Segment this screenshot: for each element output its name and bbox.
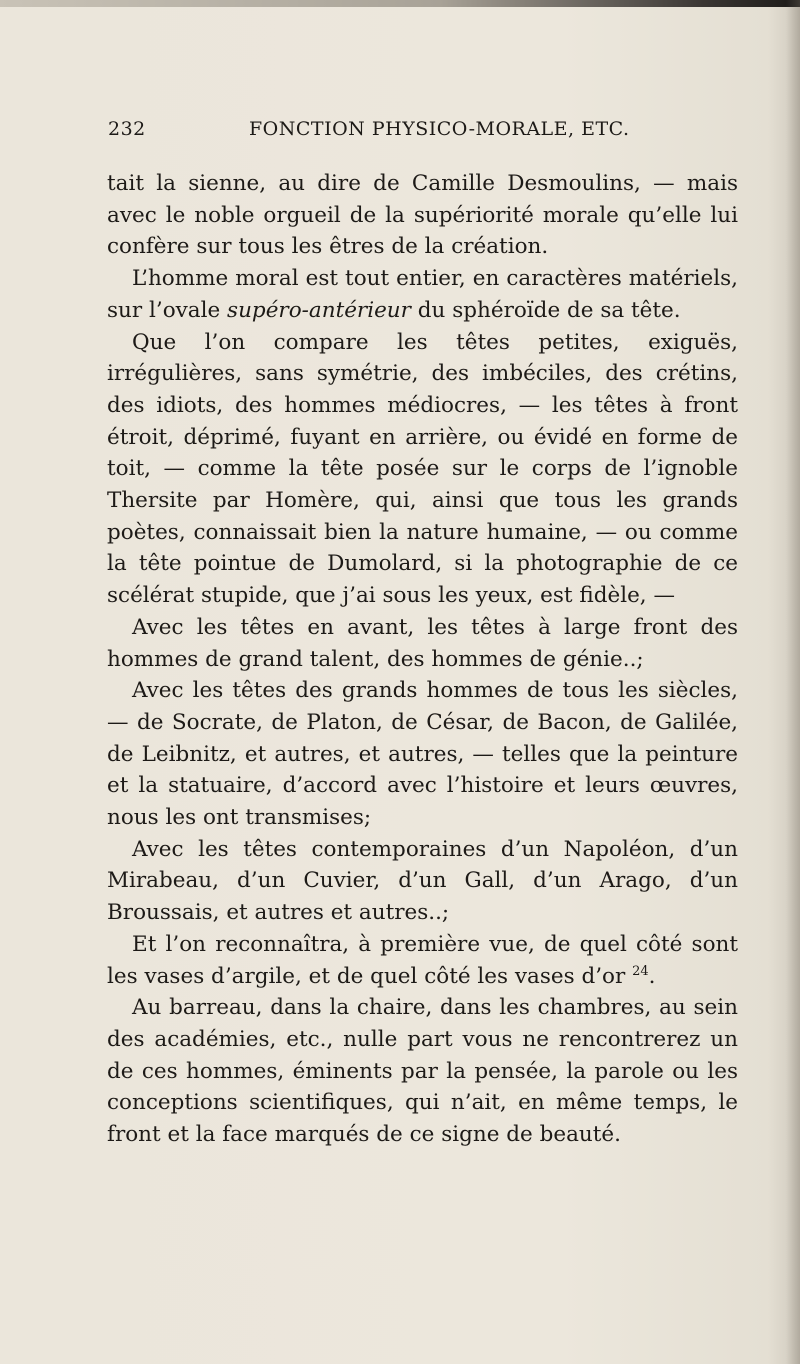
paragraph-text: . — [648, 963, 656, 989]
running-header — [108, 118, 738, 146]
paragraph-text: du sphéroïde de sa tête. — [410, 297, 681, 323]
paragraph: Avec les têtes contemporaines d’un Napoléon, d’un Mirabeau, d’un Cuvier, d’un Gall, d’un Arago, d’un Broussais, et autres et autres..; — [107, 836, 738, 926]
paragraph: Avec les têtes des grands hommes de tous les siècles, — de Socrate, de Platon, de César, de Bacon, de Galilée, de Leibnitz, et autres, et autres, — telles que la peinture et la statuaire, d’accord avec l’histoire et leurs œuvres, nous les ont transmises; — [107, 678, 738, 831]
paragraph-continuation: tait la sienne, au dire de Camille Desmoulins, — mais avec le noble orgueil de la supériorité morale qu’elle lui confère sur tous les êtres de la création. — [107, 171, 738, 260]
top-edge-shadow — [0, 0, 800, 7]
paragraph — [107, 929, 738, 992]
paragraph — [107, 263, 738, 326]
paragraph: Avec les têtes en avant, les têtes à large front des hommes de grand talent, des hommes de génie..; — [107, 614, 738, 672]
footnote-reference[interactable]: 24 — [632, 963, 649, 979]
page-number: 232 — [108, 118, 146, 140]
body-text — [107, 168, 738, 1151]
page-edge-shadow — [786, 0, 800, 1364]
paragraph-text: Et l’on reconnaîtra, à première vue, de quel côté sont les vases d’argile, et de quel côté les vases d’or — [107, 931, 738, 989]
emphasized-term: supéro-antérieur — [227, 297, 411, 323]
paragraph: Que l’on compare les têtes petites, exiguës, irrégulières, sans symétrie, des imbéciles, des crétins, des idiots, des hommes médiocres, — les têtes à front étroit, déprimé, fuyant en arrière, ou évidé en forme de toit, — comme la tête posée sur le corps de l’ignoble Thersite par Homère, qui, ainsi que tous les grands poètes, connaissait bien la nature humaine, — ou comme la tête pointue de Dumolard, si la photographie de ce scélérat stupide, que j’ai sous les yeux, est fidèle, — — [107, 329, 738, 609]
paragraph: Au barreau, dans la chaire, dans les chambres, au sein des académies, etc., nulle part vous ne rencontrerez un de ces hommes, éminents par la pensée, la parole ou les conceptions scientifiques, qui n’ait, en même temps, le front et la face marqués de ce signe de beauté. — [107, 995, 738, 1148]
paragraph-text: L’homme moral est tout entier, en caractères matériels, sur l’ovale — [107, 266, 738, 323]
running-title: FONCTION PHYSICO-MORALE, ETC. — [249, 118, 630, 140]
